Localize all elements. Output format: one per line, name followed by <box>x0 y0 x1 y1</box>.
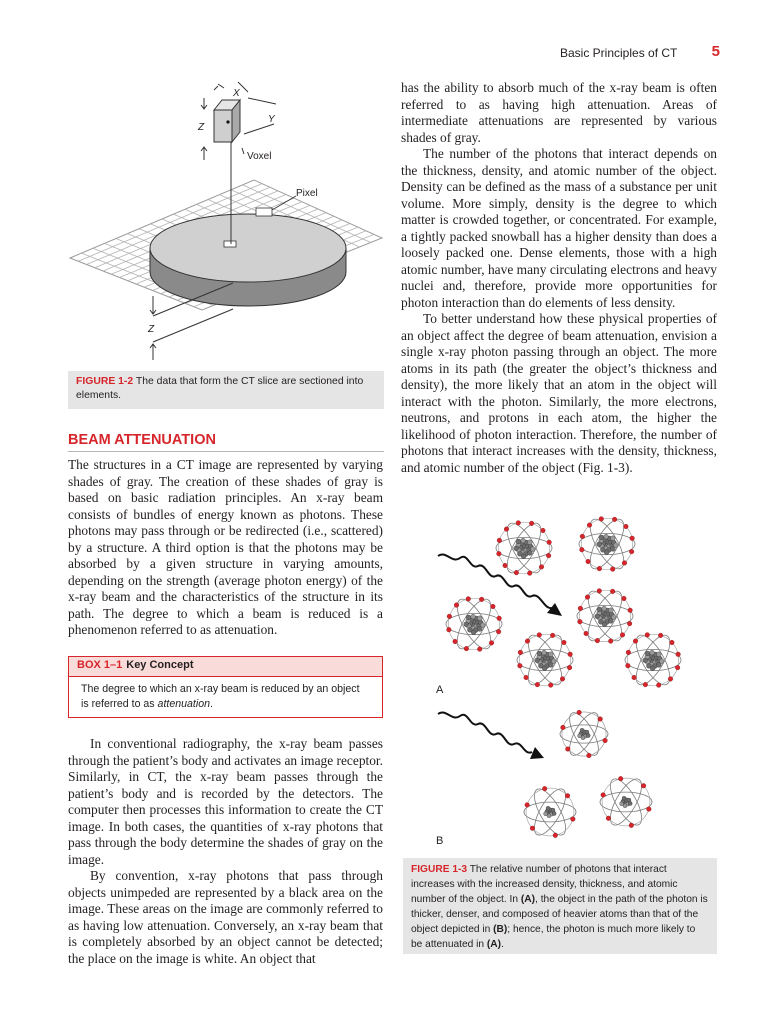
box-text-end: . <box>209 698 213 710</box>
paragraph: The number of the photons that interact depends on the thickness, density, and atomic number of the object. Density can be defined as the mass of a substance per unit volume. More simply, density is the degree to which matter is crowded together, or concentrated. For example, a tightly packed snowball has a higher density than does a loosely packed one. Dense elements, those with a high atomic number, have many circulating electrons and heavy nuclei and, therefore, provide more opportunities for photon interaction than do elements of less density. <box>401 146 717 310</box>
caption-text: ; hence, the photon is much more likely to be attenuated in <box>411 924 696 950</box>
section-heading: BEAM ATTENUATION <box>68 432 384 452</box>
key-concept-box <box>68 656 383 718</box>
voxel-cube <box>214 100 240 142</box>
left-column-lower <box>68 736 383 967</box>
photon-wave-b <box>438 712 544 759</box>
running-header <box>560 44 720 64</box>
right-column <box>401 80 717 476</box>
box-text: The degree to which an x-ray beam is reduced by an object is referred to as <box>81 683 360 710</box>
key-concept-header <box>69 657 382 677</box>
figure-1-3-caption <box>403 858 717 954</box>
paragraph: In conventional radiography, the x-ray beam passes through the patient’s body and activates an image receptor. Similarly, in CT, the x-ray beam passes through the patient’s body and is recorded by the detectors. The computer then processes this information to create the CT image. In both cases, the quantities of x-ray photons that pass through the body determine the shades of gray on the image. <box>68 736 383 867</box>
heavy-atom-icon <box>496 518 552 577</box>
box-text-emphasis: attenuation <box>157 698 210 710</box>
paragraph: By convention, x-ray photons that pass through objects unimpeded are represented by a black area on the image. These areas on the image are commonly referred to as having low attenuation. Conversely, an x-ray beam that is completely absorbed by an object cannot be detected; the place on the image is white. An object that <box>68 868 383 966</box>
left-column-upper <box>68 457 383 639</box>
pixel-label: Pixel <box>296 188 318 199</box>
figure-1-3-caption-label: FIGURE 1-3 <box>411 864 468 875</box>
heavy-atom-icon <box>579 514 635 573</box>
heavy-atom-icon <box>577 586 633 645</box>
x-label: X <box>233 88 240 99</box>
figure-1-2 <box>68 78 384 368</box>
key-concept-body <box>69 677 382 717</box>
ct-slice-diagram <box>68 78 384 368</box>
box-title: Key Concept <box>126 659 194 671</box>
z-top-label: Z <box>198 122 205 133</box>
heavy-atom-icon <box>625 630 681 689</box>
light-atom-icon <box>600 775 652 830</box>
box-label: BOX 1–1 <box>77 659 123 671</box>
figure-1-2-caption <box>68 371 384 409</box>
figure-part-a-label: A <box>436 684 444 696</box>
paragraph: The structures in a CT image are represented by varying shades of gray. The creation of these shades of gray is based on basic radiation principles. An x-ray beam consists of bundles of energy known as photons. These photons may pass through or be redirected (i.e., scattered) by a structure. A third option is that the photons may be absorbed by a given structure in varying amounts, depending on the strength (average photon energy) of the x-ray beam and the characteristics of the structure in its path. The degree to which a beam is reduced is a phenomenon referred to as attenuation. <box>68 457 383 637</box>
figure-1-2-caption-text: The data that form the CT slice are sectioned into elements. <box>76 376 364 401</box>
running-header-title: Basic Principles of CT <box>560 46 678 60</box>
paragraph: To better understand how these physical properties of an object affect the degree of beam attenuation, envision a single x-ray photon passing through an object. The more atoms in its path (the greater the object’s thickness and density), the more likely that an atom in the object will interact with the photon. Similarly, the more electrons, neutrons, and protons in each atom, the higher the likelihood of photon interaction. Therefore, the number of photons that interact increases with the density, thickness, and atomic number of the object (Fig. 1-3). <box>401 311 717 475</box>
caption-text: The relative number of photons that interact increases with the increased density, thickness, and atomic number of the object. In <box>411 864 678 905</box>
figure-part-b-label: B <box>436 835 444 847</box>
caption-ref-b: (B) <box>493 924 508 935</box>
caption-text: , the object in the path of the photon is thicker, denser, and composed of heavier atoms than that of the object depicted in <box>411 894 708 935</box>
caption-ref-a: (A) <box>520 894 536 905</box>
voxel-label: Voxel <box>247 151 272 162</box>
caption-text: . <box>501 939 504 950</box>
heavy-atom-icon <box>446 594 502 653</box>
paragraph: has the ability to absorb much of the x-ray beam is often referred to as having high attenuation. Areas of intermediate attenuations are represented by various shades of gray. <box>401 80 717 145</box>
y-label: Y <box>268 114 275 125</box>
caption-ref-a: (A) <box>486 939 502 950</box>
light-atom-icon <box>524 785 576 840</box>
page-number: 5 <box>711 43 720 60</box>
heavy-atom-icon <box>517 630 573 689</box>
figure-1-2-caption-label: FIGURE 1-2 <box>76 376 134 387</box>
photon-attenuation-illustration <box>402 500 718 855</box>
light-atom-icon <box>560 709 608 760</box>
figure-1-3 <box>402 500 718 855</box>
z-bottom-label: Z <box>148 324 155 335</box>
